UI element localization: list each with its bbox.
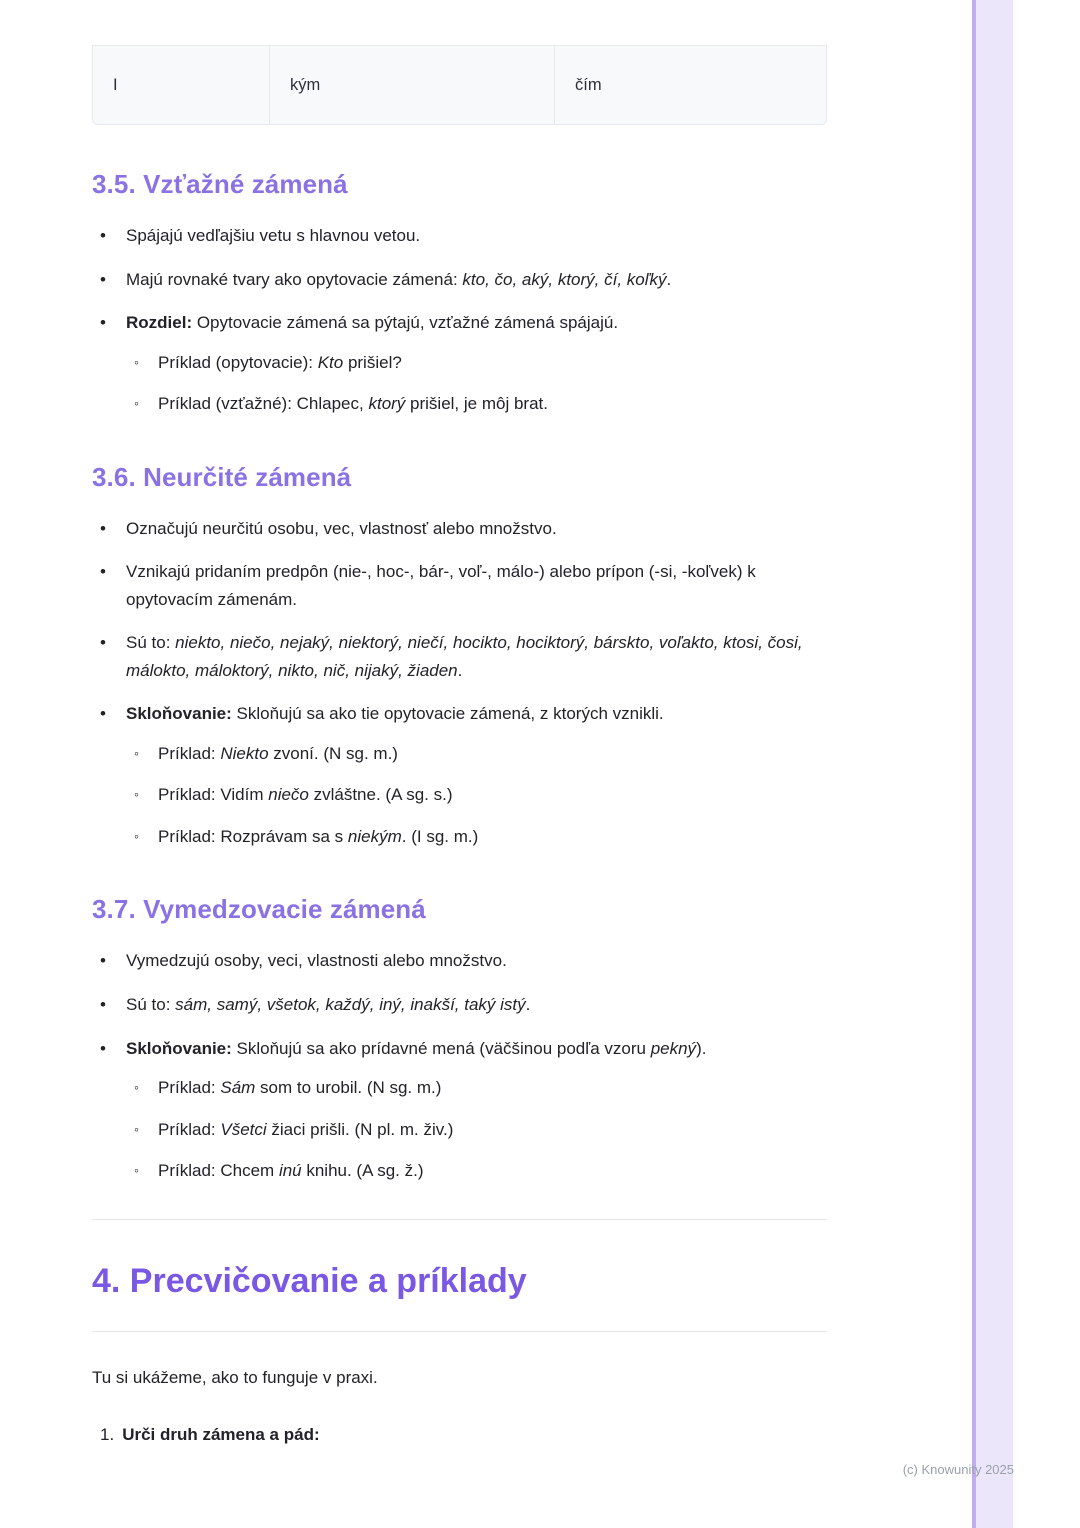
sub-bullet-text [158,349,827,377]
heading-divider [92,1331,827,1332]
sub-bullet-text [158,1157,827,1185]
sub-bullet-list [100,740,827,851]
bullet-text [126,558,827,613]
section-heading: 3.5. Vzťažné zámená [92,169,348,199]
text-segment: . [666,269,672,289]
text-segment: Všetci [220,1119,267,1139]
bullet-item [100,700,827,850]
text-segment: Opytovacie zámená sa pýtajú, vzťažné zámená spájajú. [192,313,619,333]
bullet-item [100,266,827,294]
sub-bullet-text [158,781,827,809]
bullet-marker: • [100,633,106,653]
text-segment: . [457,660,463,680]
sub-bullet-marker: ◦ [134,827,139,844]
text-segment: Príklad: Vidím [158,785,269,805]
text-segment: prišiel, je môj brat. [405,394,548,414]
sub-bullet-text [158,1074,827,1102]
sub-bullet-marker: ◦ [134,353,139,370]
sub-bullet-text [158,740,827,768]
bullet-text [126,222,827,250]
table-cell-form-2: čím [555,45,827,125]
bullet-marker: • [100,994,106,1014]
text-segment: Skloňovanie: [126,1038,232,1058]
bullet-list [92,515,827,851]
text-segment: Príklad: [158,743,221,763]
text-segment: Sú to: [126,633,176,653]
sub-bullet-item [134,1157,827,1185]
table-cell-form-1: kým [270,45,555,125]
bullet-item [100,515,827,543]
bullet-marker: • [100,518,106,538]
text-segment: . (I sg. m.) [401,826,479,846]
bullet-marker: • [100,226,106,245]
sub-bullet-item [134,781,827,809]
bullet-item [100,309,827,418]
text-segment: Sú to: [126,994,176,1014]
text-segment: knihu. (A sg. ž.) [301,1161,424,1181]
bullet-item [100,222,827,250]
bullet-text [126,947,827,975]
text-segment: Urči druh zámena a pád: [122,1424,320,1444]
bullet-list [92,222,827,418]
text-segment: Príklad: [158,1119,221,1139]
text-segment: Spájajú vedľajšiu vetu s hlavnou vetou. [126,226,421,245]
bullet-text [126,700,827,728]
bullet-marker: • [100,1038,106,1058]
bullet-item [100,1035,827,1185]
text-segment: Označujú neurčitú osobu, vec, vlastnosť alebo množstvo. [126,518,557,538]
text-segment: Kto [317,352,344,372]
sub-bullet-list [100,1074,827,1185]
text-segment: niekto, niečo, nejaký, niektorý, niečí, hocikto, hociktorý, bárskto, voľakto, ktosi, čosi, málokto, máloktorý, nikto, nič, nijaký, žiaden [126,633,803,680]
bullet-text [126,309,827,337]
text-segment: Sám [220,1078,256,1098]
text-segment: Príklad: [158,1078,221,1098]
bullet-item [100,947,827,975]
bullet-item [100,558,827,613]
declension-table-row [92,45,827,125]
sub-bullet-item [134,740,827,768]
text-segment: kto, čo, aký, ktorý, čí, koľký [462,269,667,289]
text-segment: Príklad (opytovacie): [158,352,318,372]
sub-bullet-item [134,823,827,851]
text-segment: pekný [650,1038,697,1058]
section-divider [92,1219,827,1220]
sub-bullet-item [134,1116,827,1144]
practice-heading: 4. Precvičovanie a príklady [92,1261,527,1300]
sub-bullet-marker: ◦ [134,744,139,761]
text-segment: Príklad: Rozprávam sa s [158,826,348,846]
exercise-item [92,1421,827,1448]
sub-bullet-item [134,349,827,377]
text-segment: ). [696,1038,707,1058]
bullet-marker: • [100,951,106,971]
text-segment: Skloňujú sa ako tie opytovacie zámená, z ktorých vznikli. [231,704,664,724]
exercise-number: 1. [100,1424,115,1444]
text-segment: . [525,994,531,1014]
text-segment: Príklad: Chcem [158,1161,279,1181]
table-cell-case: I [92,45,270,125]
sub-bullet-item [134,390,827,418]
sub-bullet-text [158,823,827,851]
document-page [92,45,827,1448]
text-segment: prišiel? [343,352,402,372]
text-segment: ktorý [368,394,406,414]
text-segment: som to urobil. (N sg. m.) [255,1078,442,1098]
sub-bullet-marker: ◦ [134,786,139,803]
bullet-item [100,629,827,684]
bullet-list [92,947,827,1184]
bullet-marker: • [100,313,106,333]
text-segment: Rozdiel: [126,313,193,333]
text-segment: zvláštne. (A sg. s.) [308,785,453,805]
sections-container [92,169,827,1185]
bullet-text [126,991,827,1019]
section-heading: 3.6. Neurčité zámená [92,461,352,492]
sub-bullet-text [158,1116,827,1144]
text-segment: žiaci prišli. (N pl. m. živ.) [266,1119,454,1139]
text-segment: niekým [347,826,402,846]
sub-bullet-marker: ◦ [134,1162,139,1179]
text-segment: Majú rovnaké tvary ako opytovacie zámená: [126,269,463,289]
bullet-text [126,1035,827,1063]
text-segment: Skloňovanie: [126,704,232,724]
text-segment: Vznikajú pridaním predpôn (nie-, hoc-, bár-, voľ-, málo-) alebo prípon (-si, -koľvek) k opytovacím zámenám. [126,562,756,609]
sub-bullet-marker: ◦ [134,1120,139,1137]
exercise-text [122,1421,827,1448]
sub-bullet-list [100,349,827,418]
bullet-marker: • [100,704,106,724]
bullet-marker: • [100,562,106,582]
section-heading: 3.7. Vymedzovacie zámená [92,894,426,925]
text-segment: niečo [268,785,309,805]
text-segment: inú [278,1161,302,1181]
sub-bullet-text [158,390,827,418]
text-segment: Skloňujú sa ako prídavné mená (väčšinou podľa vzoru [231,1038,651,1058]
text-segment: sám, samý, všetok, každý, iný, inakší, taký istý [175,994,526,1014]
sub-bullet-marker: ◦ [134,1079,139,1096]
bullet-text [126,515,827,543]
text-segment: zvoní. (N sg. m.) [268,743,398,763]
text-segment: Príklad (vzťažné): Chlapec, [158,394,369,414]
text-segment: Vymedzujú osoby, veci, vlastnosti alebo množstvo. [126,951,507,971]
text-segment: Niekto [220,743,269,763]
bullet-marker: • [100,269,106,289]
bullet-item [100,991,827,1019]
bullet-text [126,629,827,684]
watermark: (c) Knowunity 2025 [902,1462,1014,1477]
sub-bullet-marker: ◦ [134,395,139,412]
sub-bullet-item [134,1074,827,1102]
practice-intro: Tu si ukážeme, ako to funguje v praxi. [92,1367,378,1387]
page-margin-strip [972,0,1013,1528]
bullet-text [126,266,827,294]
